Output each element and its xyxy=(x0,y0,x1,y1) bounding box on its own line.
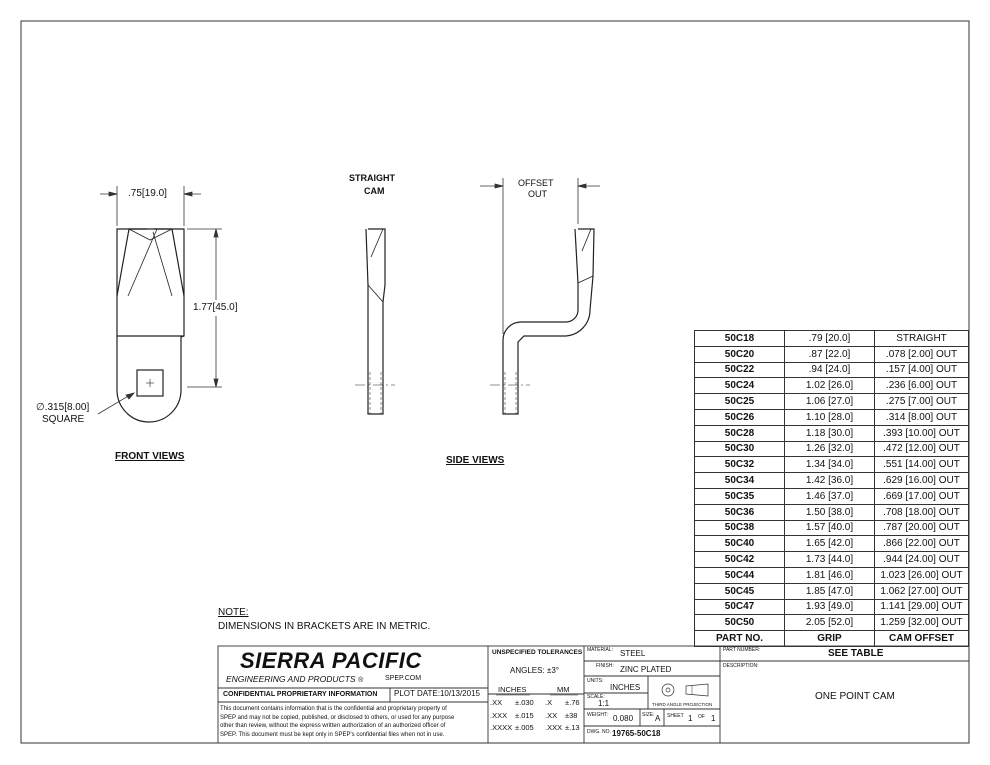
table-row xyxy=(695,504,969,520)
table-cell-part: 50C42 xyxy=(695,552,785,568)
front-height-dim: 1.77[45.0] xyxy=(193,302,238,313)
table-cell-part: 50C50 xyxy=(695,615,785,631)
size: A xyxy=(655,714,661,723)
part-number-label: PART NUMBER: xyxy=(723,647,761,653)
table-row xyxy=(695,378,969,394)
table-cell-part: 50C30 xyxy=(695,441,785,457)
tolerance-in-fmt: .XXX xyxy=(490,710,508,720)
table-cell-grip: 1.50 [38.0] xyxy=(785,504,875,520)
table-cell-grip: 1.73 [44.0] xyxy=(785,552,875,568)
table-cell-grip: 1.02 [26.0] xyxy=(785,378,875,394)
table-row xyxy=(695,346,969,362)
tolerances-title: UNSPECIFIED TOLERANCES xyxy=(492,649,583,656)
mm-label: MM xyxy=(557,685,570,694)
table-cell-grip: .94 [24.0] xyxy=(785,362,875,378)
units: INCHES xyxy=(610,683,641,692)
table-row xyxy=(695,457,969,473)
table-cell-offset: .669 [17.00] OUT xyxy=(875,488,969,504)
table-cell-part: 50C24 xyxy=(695,378,785,394)
table-cell-grip: 1.93 [49.0] xyxy=(785,599,875,615)
square-label: SQUARE xyxy=(42,414,85,425)
table-cell-offset: 1.141 [29.00] OUT xyxy=(875,599,969,615)
table-cell-offset: STRAIGHT xyxy=(875,331,969,347)
table-row xyxy=(695,441,969,457)
tolerance-mm-fmt: .XX xyxy=(545,710,558,720)
table-cell-part: 50C35 xyxy=(695,488,785,504)
table-cell-grip: 1.42 [36.0] xyxy=(785,473,875,489)
tolerance-mm-fmt: .XXX xyxy=(545,723,563,732)
table-cell-offset: .708 [18.00] OUT xyxy=(875,504,969,520)
note-text: DIMENSIONS IN BRACKETS ARE IN METRIC. xyxy=(218,621,431,632)
front-views-label: FRONT VIEWS xyxy=(115,451,185,462)
offset-label: OFFSET xyxy=(518,178,554,188)
side-views-label: SIDE VIEWS xyxy=(446,455,505,466)
table-cell-grip: 2.05 [52.0] xyxy=(785,615,875,631)
projection-label: THIRD ANGLE PROJECTION xyxy=(652,702,713,707)
table-cell-offset: .078 [2.00] OUT xyxy=(875,346,969,362)
tolerance-in-fmt: .XXXX xyxy=(490,723,513,732)
table-row xyxy=(695,394,969,410)
angles: ANGLES: ±3° xyxy=(510,666,559,675)
table-cell-part: 50C32 xyxy=(695,457,785,473)
table-cell-offset: .944 [24.00] OUT xyxy=(875,552,969,568)
table-cell-part: 50C28 xyxy=(695,425,785,441)
offset-dimension xyxy=(480,178,600,334)
tolerance-in-tol: ±.005 xyxy=(515,723,534,732)
square-dim: ∅.315[8.00] xyxy=(36,402,90,413)
table-cell-grip: .79 [20.0] xyxy=(785,331,875,347)
plot-date: PLOT DATE:10/13/2015 xyxy=(394,689,480,698)
weight: 0.080 xyxy=(613,714,634,723)
part-table xyxy=(694,330,969,647)
size-label: SIZE: xyxy=(642,712,655,718)
table-cell-grip: .87 [22.0] xyxy=(785,346,875,362)
table-cell-offset: .393 [10.00] OUT xyxy=(875,425,969,441)
table-cell-grip: 1.65 [42.0] xyxy=(785,536,875,552)
inches-label: INCHES xyxy=(498,685,527,694)
table-cell-part: 50C34 xyxy=(695,473,785,489)
table-cell-offset: .787 [20.00] OUT xyxy=(875,520,969,536)
table-cell-grip: 1.10 [28.0] xyxy=(785,409,875,425)
sheet-num: 1 xyxy=(688,714,693,723)
table-row xyxy=(695,552,969,568)
table-header-offset: CAM OFFSET xyxy=(875,631,969,647)
table-cell-grip: 1.06 [27.0] xyxy=(785,394,875,410)
table-cell-grip: 1.85 [47.0] xyxy=(785,583,875,599)
table-cell-part: 50C25 xyxy=(695,394,785,410)
tolerance-mm-tol: ±.13 xyxy=(565,723,580,732)
table-cell-offset: .157 [4.00] OUT xyxy=(875,362,969,378)
tolerance-in-fmt: .XX xyxy=(490,698,503,707)
table-cell-part: 50C18 xyxy=(695,331,785,347)
table-cell-part: 50C40 xyxy=(695,536,785,552)
confidential-text: This document contains information that is the confidential and proprietary property of SPEP and may not be copied, published, or disclosed to others, or used for any purpose other than review, without the express written authorization of an authorized officer of SPEP. This document must be kept only in SPEP's confidential files when not in use. xyxy=(220,706,455,738)
table-row xyxy=(695,362,969,378)
table-cell-part: 50C45 xyxy=(695,583,785,599)
tolerance-mm-tol: ±38 xyxy=(565,710,578,720)
table-cell-part: 50C36 xyxy=(695,504,785,520)
description-label: DESCRIPTION: xyxy=(723,663,759,669)
table-header-grip: GRIP xyxy=(785,631,875,647)
front-view xyxy=(117,229,184,422)
scale-label: SCALE: xyxy=(587,694,605,700)
table-cell-part: 50C20 xyxy=(695,346,785,362)
tolerance-mm-fmt: .X xyxy=(545,698,553,707)
table-cell-grip: 1.81 [46.0] xyxy=(785,567,875,583)
front-width-dim: .75[19.0] xyxy=(128,188,167,199)
table-cell-part: 50C26 xyxy=(695,409,785,425)
table-row xyxy=(695,488,969,504)
table-row xyxy=(695,536,969,552)
tolerance-in-tol: ±.030 xyxy=(515,698,534,707)
company-name: SIERRA PACIFIC xyxy=(240,648,422,673)
table-cell-grip: 1.57 [40.0] xyxy=(785,520,875,536)
table-row xyxy=(695,599,969,615)
units-label: UNITS: xyxy=(587,678,604,684)
table-cell-offset: .472 [12.00] OUT xyxy=(875,441,969,457)
table-cell-part: 50C44 xyxy=(695,567,785,583)
dwg-label: DWG. NO. xyxy=(587,729,611,735)
side-view-straight xyxy=(355,229,395,414)
scale: 1:1 xyxy=(598,699,610,708)
table-cell-offset: .275 [7.00] OUT xyxy=(875,394,969,410)
table-cell-grip: 1.26 [32.0] xyxy=(785,441,875,457)
of-label: OF xyxy=(698,714,705,720)
finish: ZINC PLATED xyxy=(620,665,672,674)
cam-label: CAM xyxy=(364,186,385,196)
table-row xyxy=(695,615,969,631)
table-header-part: PART NO. xyxy=(695,631,785,647)
table-cell-grip: 1.46 [37.0] xyxy=(785,488,875,504)
table-cell-part: 50C47 xyxy=(695,599,785,615)
table-row xyxy=(695,520,969,536)
table-row xyxy=(695,331,969,347)
weight-label: WEIGHT: xyxy=(587,712,608,718)
sheet-label: SHEET xyxy=(667,713,684,719)
table-cell-offset: 1.062 [27.00] OUT xyxy=(875,583,969,599)
description: ONE POINT CAM xyxy=(815,691,895,702)
table-cell-offset: 1.259 [32.00] OUT xyxy=(875,615,969,631)
finish-label: FINISH: xyxy=(596,663,614,669)
website: SPEP.COM xyxy=(385,675,422,682)
tolerance-mm-tol: ±.76 xyxy=(565,698,580,707)
tolerance-in-tol: ±.015 xyxy=(515,710,534,720)
material: STEEL xyxy=(620,649,646,658)
table-header-row xyxy=(695,631,969,647)
table-row xyxy=(695,583,969,599)
material-label: MATERIAL: xyxy=(587,647,614,653)
table-cell-offset: .629 [16.00] OUT xyxy=(875,473,969,489)
table-row xyxy=(695,567,969,583)
table-cell-grip: 1.34 [34.0] xyxy=(785,457,875,473)
table-cell-offset: .551 [14.00] OUT xyxy=(875,457,969,473)
confidential-title: CONFIDENTIAL PROPRIETARY INFORMATION xyxy=(223,691,378,698)
part-number: SEE TABLE xyxy=(828,648,884,659)
table-cell-offset: .314 [8.00] OUT xyxy=(875,409,969,425)
table-row xyxy=(695,409,969,425)
table-cell-part: 50C38 xyxy=(695,520,785,536)
out-label: OUT xyxy=(528,189,547,199)
table-cell-offset: 1.023 [26.00] OUT xyxy=(875,567,969,583)
table-cell-offset: .236 [6.00] OUT xyxy=(875,378,969,394)
note-title: NOTE: xyxy=(218,607,249,618)
sheet-total: 1 xyxy=(711,714,716,723)
side-view-offset xyxy=(490,229,594,414)
table-row xyxy=(695,473,969,489)
straight-label: STRAIGHT xyxy=(349,173,395,183)
dwg-number: 19765-50C18 xyxy=(612,729,661,738)
table-cell-part: 50C22 xyxy=(695,362,785,378)
company-sub: ENGINEERING AND PRODUCTS ® xyxy=(226,674,364,684)
table-row xyxy=(695,425,969,441)
table-cell-grip: 1.18 [30.0] xyxy=(785,425,875,441)
table-cell-offset: .866 [22.00] OUT xyxy=(875,536,969,552)
